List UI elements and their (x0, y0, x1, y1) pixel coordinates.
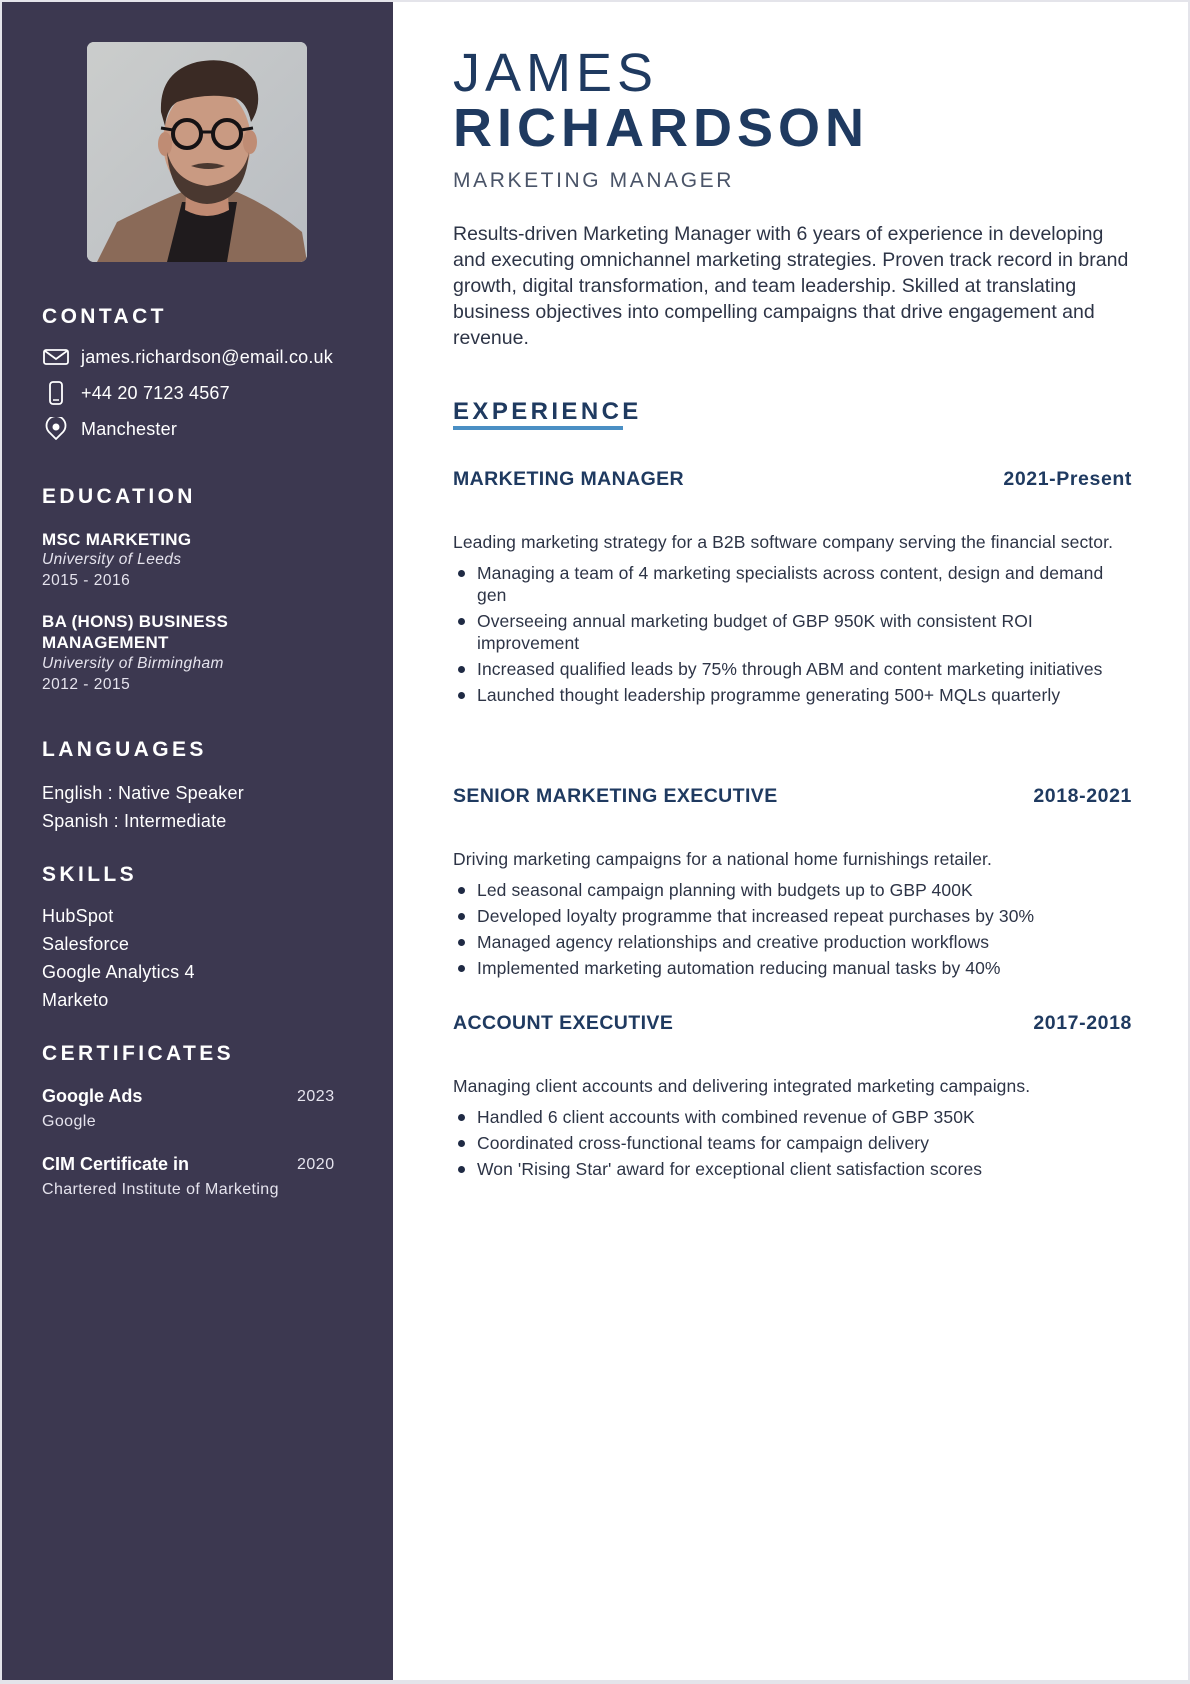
certificate-name: CIM Certificate in (42, 1154, 190, 1174)
skill-item: Google Analytics 4 (42, 962, 195, 982)
certificate-issuer: Chartered Institute of Marketing (42, 1181, 279, 1198)
job-role: SENIOR MARKETING EXECUTIVE (453, 785, 778, 807)
bullet-item: Handled 6 client accounts with combined revenue of GBP 350K (453, 1106, 1132, 1128)
skill-item: HubSpot (42, 906, 114, 926)
contact-heading: CONTACT (42, 305, 167, 328)
job-dates: 2018-2021 (1033, 785, 1132, 807)
bullet-item: Implemented marketing automation reducing manual tasks by 40% (453, 957, 1132, 979)
education-years: 2012 - 2015 (42, 676, 131, 693)
languages-heading: LANGUAGES (42, 738, 207, 761)
skill-item: Marketo (42, 990, 109, 1010)
bullet-item: Won 'Rising Star' award for exceptional client satisfaction scores (453, 1158, 1132, 1180)
job-entry (453, 785, 1132, 983)
job-entry (453, 468, 1132, 710)
bullet-item: Launched thought leadership programme generating 500+ MQLs quarterly (453, 684, 1132, 706)
job-description: Leading marketing strategy for a B2B software company serving the financial sector. (453, 532, 1114, 552)
education-degree: MSC MARKETING (42, 530, 192, 549)
last-name: RICHARDSON (453, 98, 870, 158)
job-header (453, 468, 1132, 492)
contact-email[interactable] (42, 344, 333, 370)
skill-item: Salesforce (42, 934, 130, 954)
certificate-name: Google Ads (42, 1086, 143, 1106)
contact-location (42, 416, 177, 442)
job-dates: 2017-2018 (1033, 1012, 1132, 1034)
education-school: University of Leeds (42, 551, 182, 568)
heading-underline (453, 426, 623, 430)
location-pin-icon (42, 416, 70, 442)
phone-icon (42, 380, 70, 406)
job-role: ACCOUNT EXECUTIVE (453, 1012, 674, 1034)
education-degree: BA (HONS) BUSINESS (42, 612, 229, 631)
email-text[interactable]: james.richardson@email.co.uk (81, 346, 333, 367)
phone-text[interactable]: +44 20 7123 4567 (81, 382, 230, 403)
job-description: Driving marketing campaigns for a national home furnishings retailer. (453, 849, 992, 869)
certificate-year: 2023 (297, 1088, 335, 1105)
job-bullets (453, 1106, 1132, 1180)
job-bullets (453, 562, 1132, 706)
certificate-year: 2020 (297, 1156, 335, 1173)
resume-page (2, 2, 1188, 1680)
bullet-item: Overseeing annual marketing budget of GBP 950K with consistent ROI improvement (453, 610, 1132, 654)
bullet-item: Developed loyalty programme that increased repeat purchases by 30% (453, 905, 1132, 927)
sidebar (2, 2, 393, 1680)
professional-title: MARKETING MANAGER (453, 169, 735, 192)
job-entry (453, 1012, 1132, 1184)
language-item: English : Native Speaker (42, 783, 244, 803)
education-heading: EDUCATION (42, 485, 196, 508)
job-role: MARKETING MANAGER (453, 468, 685, 490)
envelope-icon (42, 344, 70, 370)
certificates-heading: CERTIFICATES (42, 1042, 235, 1065)
education-degree-cont: MANAGEMENT (42, 633, 169, 652)
education-school: University of Birmingham (42, 655, 224, 672)
certificate-issuer: Google (42, 1113, 96, 1130)
experience-heading: EXPERIENCE (453, 398, 642, 425)
education-years: 2015 - 2016 (42, 572, 131, 589)
location-text: Manchester (81, 418, 178, 439)
job-bullets (453, 879, 1132, 979)
bullet-item: Increased qualified leads by 75% through ABM and content marketing initiatives (453, 658, 1132, 680)
contact-phone[interactable] (42, 380, 230, 406)
profile-summary: Results-driven Marketing Manager with 6 years of experience in developing and executing omnichannel marketing strategies. Proven track record in brand growth, digital transformation, and team leadership. Skilled at translating business objectives into compelling campaigns that drive engagement and revenue. (453, 223, 1129, 349)
language-item: Spanish : Intermediate (42, 811, 227, 831)
bullet-item: Led seasonal campaign planning with budgets up to GBP 400K (453, 879, 1132, 901)
profile-photo (87, 42, 307, 262)
job-description: Managing client accounts and delivering integrated marketing campaigns. (453, 1076, 1031, 1096)
portrait-illustration (87, 42, 307, 262)
job-header (453, 1012, 1132, 1036)
job-dates: 2021-Present (1003, 468, 1132, 490)
bullet-item: Coordinated cross-functional teams for campaign delivery (453, 1132, 1132, 1154)
bullet-item: Managed agency relationships and creative production workflows (453, 931, 1132, 953)
bullet-item: Managing a team of 4 marketing specialists across content, design and demand gen (453, 562, 1132, 606)
job-header (453, 785, 1132, 809)
first-name: JAMES (453, 43, 659, 103)
skills-heading: SKILLS (42, 863, 138, 886)
